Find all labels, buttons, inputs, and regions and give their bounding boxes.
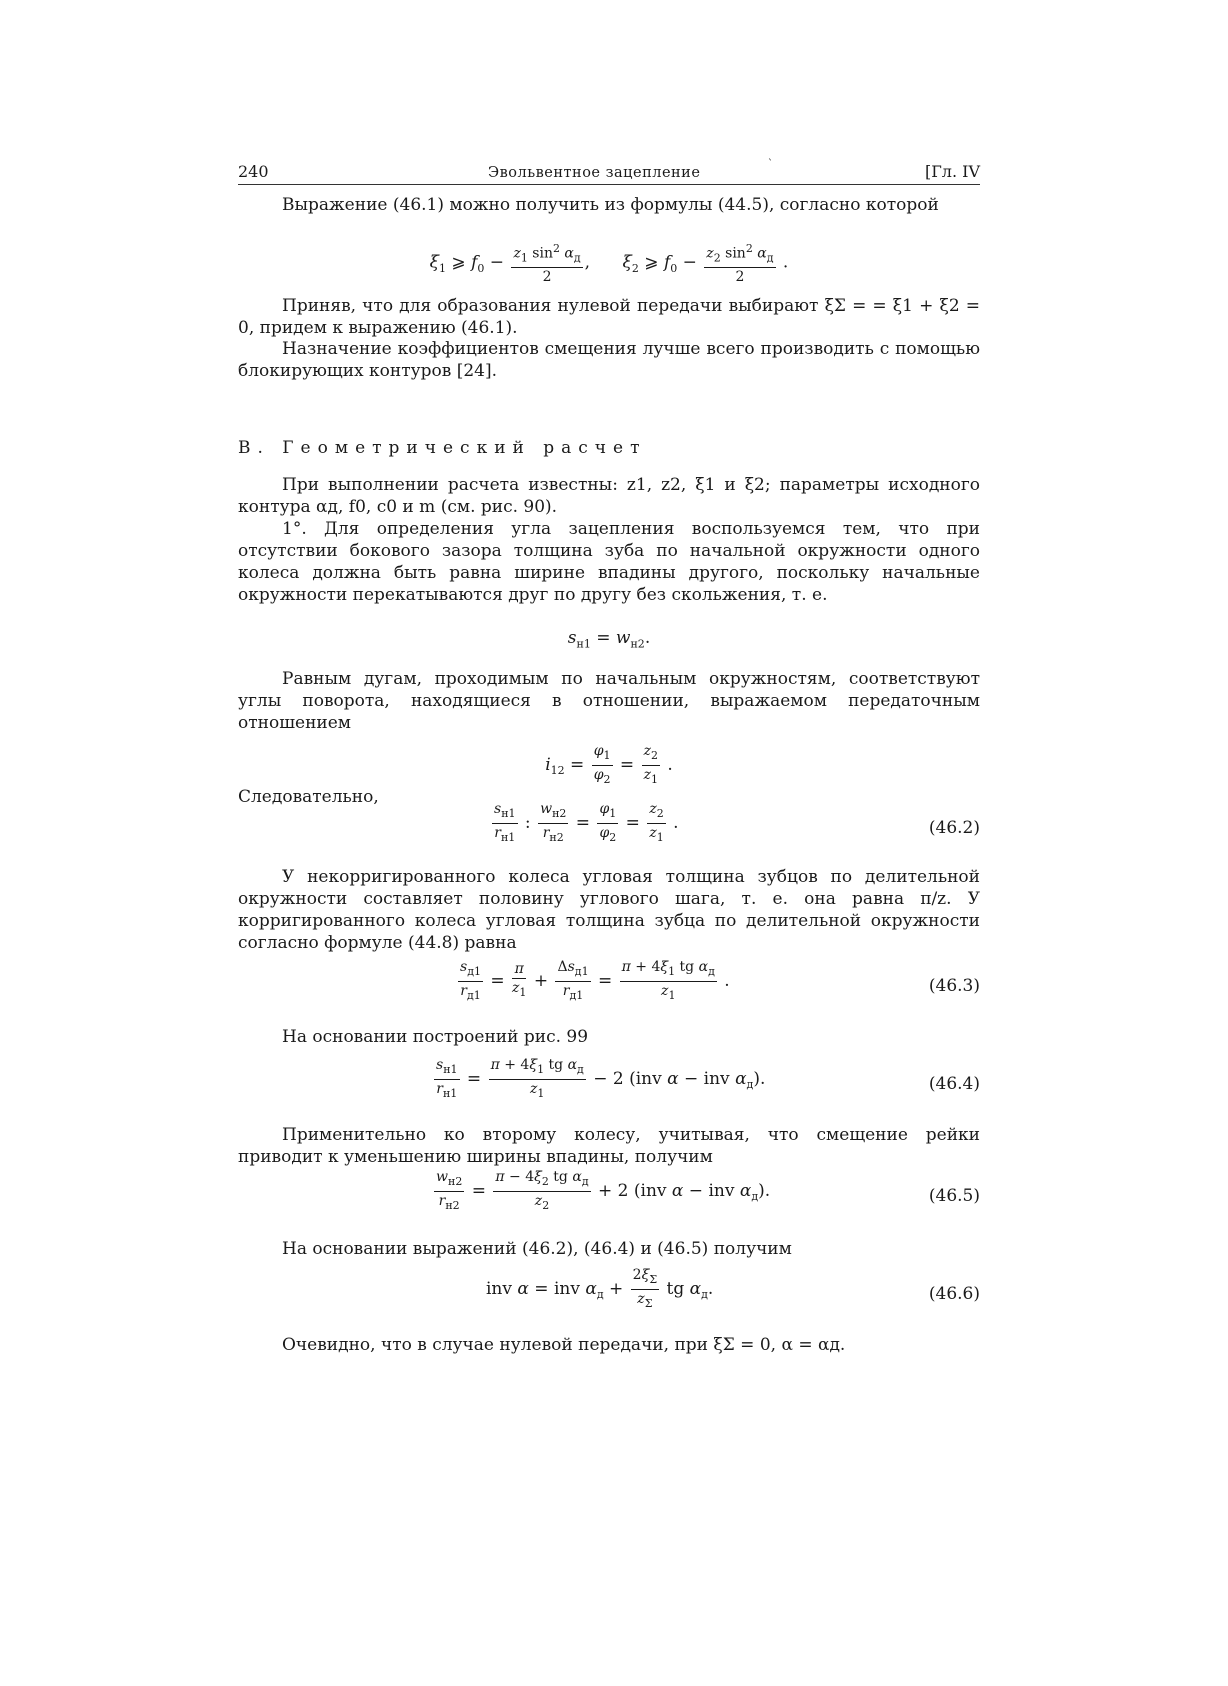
paragraph-3: Назначение коэффициентов смещения лучше всего производить с помощью блокирующих контуров [24]. (238, 339, 980, 381)
equation-inequalities: $\xi_1$ ⩾ $f_0$ − $\frac{z_1 \sin^2 \alpha_д}{2}$ , $\xi_2$ ⩾ $f_0$ − $\frac{z_2 \sin^2 \alpha_д}{2}$ . (429, 242, 789, 286)
equation-number: (46.3) (928, 976, 980, 996)
paragraph-1: Выражение (46.1) можно получить из формулы (44.5), согласно которой (282, 195, 939, 215)
paragraph-6: Равным дугам, проходимым по начальным окружностям, соответствуют углы поворота, находящиеся в отношении, выражаемом передаточным отношением (238, 669, 980, 733)
equation-number: (46.6) (928, 1284, 980, 1304)
equation-number: (46.2) (928, 818, 980, 838)
equation-46-5: $\frac{w_{н2}}{r_{н2}}$ = $\frac{\pi - 4\xi_2 tg \alpha_д}{z_2}$ + 2 (inv α − inv $\alpha_д$). (46.5) (436, 1169, 980, 1212)
section-title: В. Геометрический расчет (238, 438, 647, 458)
chapter-label: [Гл. IV (924, 162, 980, 181)
paragraph-10: Применительно ко второму колесу, учитывая, что смещение рейки приводит к уменьшению ширины впадины, получим (238, 1125, 980, 1167)
equation-s-w: $s_{н1} = w_{н2}$. (567, 628, 651, 651)
running-title: Эвольвентное зацепление (488, 165, 701, 181)
paragraph-11: На основании выражений (46.2), (46.4) и (46.5) получим (282, 1239, 792, 1259)
paragraph-7: Следовательно, (238, 787, 379, 807)
stray-mark: ` (768, 159, 773, 170)
page-number: 240 (238, 162, 269, 181)
equation-46-2: $\frac{s_{н1}}{r_{н1}}$ : $\frac{w_{н2}}{r_{н2}}$ = $\frac{\varphi_1}{\varphi_2}$ = $\frac{z_2}{z_1}$ . (46.2) (494, 801, 980, 844)
equation-46-4: $\frac{s_{н1}}{r_{н1}}$ = $\frac{\pi + 4\xi_1 tg \alpha_д}{z_1}$ − 2 (inv α − inv $\alpha_д$). (46.4) (436, 1057, 980, 1100)
equation-46-6: inv α = inv $\alpha_д$ + $\frac{2\xi_\Sigma}{z_\Sigma}$ tg $\alpha_д$. (46.6) (486, 1267, 980, 1310)
equation-number: (46.5) (928, 1186, 980, 1206)
equation-number: (46.4) (928, 1074, 980, 1094)
equation-46-3: $\frac{s_{д1}}{r_{д1}}$ = $\frac{\pi}{z_1}$ + $\frac{\Delta s_{д1}}{r_{д1}}$ = $\frac{\pi + 4\xi_1 tg \alpha_д}{z_1}$ . (46.3) (460, 959, 980, 1002)
running-header (238, 160, 980, 185)
paragraph-2: Приняв, что для образования нулевой передачи выбирают ξΣ = = ξ1 + ξ2 = 0, придем к выражению (46.1). (238, 296, 980, 338)
paragraph-8: У некорригированного колеса угловая толщина зубцов по делительной окружности составляет половину углового шага, т. е. она равна π/z. У корригированного колеса угловая толщина зубца по делительной окружности согласно формуле (44.8) равна (238, 867, 980, 953)
paragraph-4: При выполнении расчета известны: z1, z2, ξ1 и ξ2; параметры исходного контура αд, f0, c0 и m (см. рис. 90). (238, 475, 980, 517)
equation-gear-ratio: $i_{12}$ = $\frac{\varphi_1}{\varphi_2}$ = $\frac{z_2}{z_1}$ . (545, 743, 673, 786)
paragraph-5: 1°. Для определения угла зацепления воспользуемся тем, что при отсутствии бокового зазора толщина зуба по начальной окружности одного колеса должна быть равна ширине впадины другого, поскольку начальные окружности перекатываются друг по другу без скольжения, т. е. (238, 519, 980, 605)
paragraph-12: Очевидно, что в случае нулевой передачи, при ξΣ = 0, α = αд. (282, 1335, 846, 1355)
paragraph-9: На основании построений рис. 99 (282, 1027, 589, 1047)
